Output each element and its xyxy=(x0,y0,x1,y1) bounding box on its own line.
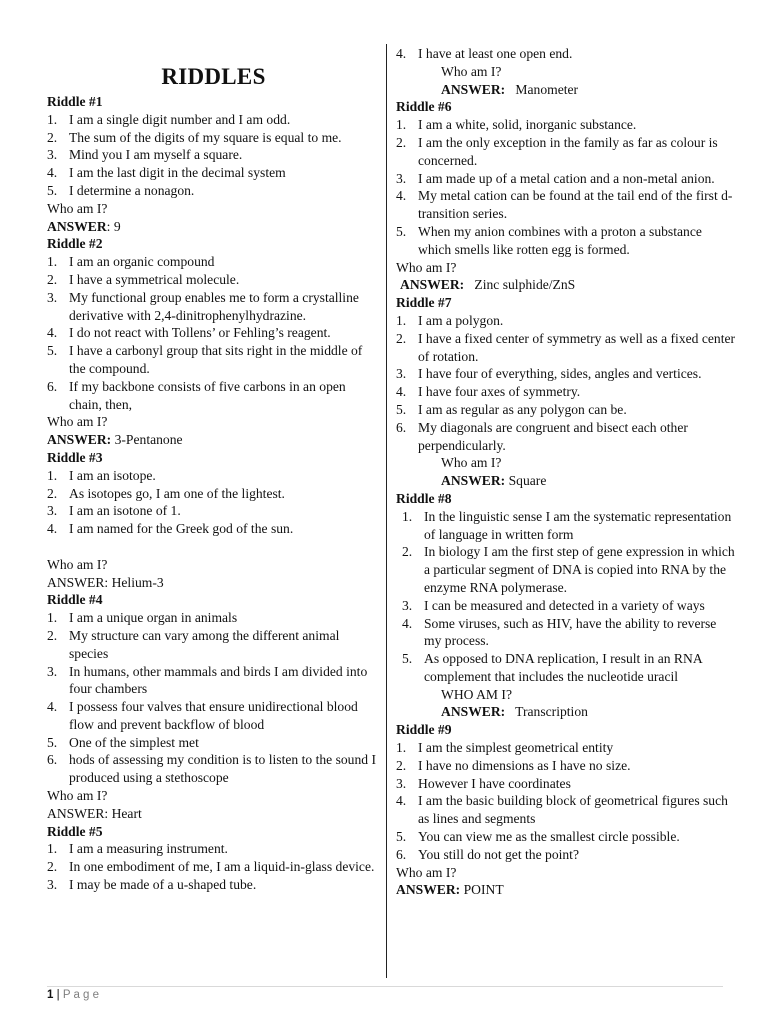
riddle-list xyxy=(396,508,736,686)
clue-text: I have four of everything, sides, angles and vertices. xyxy=(418,366,702,382)
answer-label: ANSWER: xyxy=(400,277,465,293)
riddle-clue xyxy=(47,271,380,289)
clue-text: I am a single digit number and I am odd. xyxy=(69,111,291,127)
riddle-clue xyxy=(396,312,736,330)
clue-text: You still do not get the point? xyxy=(418,846,579,862)
clue-number: 2. xyxy=(47,271,58,287)
riddle-section xyxy=(396,490,736,721)
answer-value: Heart xyxy=(111,805,142,821)
riddle-clue xyxy=(396,757,736,775)
riddle-clue xyxy=(47,467,380,485)
riddle-clue xyxy=(396,383,736,401)
riddle-clue xyxy=(47,342,380,378)
clue-text: Mind you I am myself a square. xyxy=(69,147,243,163)
who-am-i: Who am I? xyxy=(47,788,108,804)
clue-text: I have a fixed center of symmetry as well as a fixed center of rotation. xyxy=(418,330,736,364)
riddle-clue xyxy=(396,330,736,366)
column-divider xyxy=(386,44,387,978)
riddle-clue xyxy=(47,164,380,182)
riddle-clue xyxy=(396,187,736,223)
riddle-section xyxy=(47,449,380,591)
clue-number: 4. xyxy=(396,46,407,61)
riddle-heading: Riddle #6 xyxy=(396,99,452,115)
answer-label: ANSWER: xyxy=(441,81,506,97)
clue-text: I am the last digit in the decimal system xyxy=(69,165,286,181)
riddle-clue xyxy=(396,223,736,259)
clue-number: 6. xyxy=(47,378,58,394)
clue-number: 3. xyxy=(47,289,58,305)
clue-number: 3. xyxy=(396,775,407,791)
clue-text: You can view me as the smallest circle possible. xyxy=(418,829,680,845)
who-am-i: Who am I? xyxy=(47,414,108,430)
riddle-clue xyxy=(396,828,736,846)
clue-number: 5. xyxy=(47,734,58,750)
clue-text: In humans, other mammals and birds I am divided into four chambers xyxy=(69,663,368,697)
riddle-clue xyxy=(47,520,380,538)
riddle-clue xyxy=(396,170,736,188)
clue-text: As opposed to DNA replication, I result in an RNA complement that includes the nucleotide uracil xyxy=(424,651,702,684)
clue-text: I am an isotope. xyxy=(69,467,156,483)
clue-number: 2. xyxy=(396,757,407,773)
riddle-list xyxy=(47,467,380,538)
answer-line xyxy=(47,218,380,236)
riddle-clue xyxy=(47,609,380,627)
clue-number: 1. xyxy=(402,508,413,524)
clue-number: 3. xyxy=(402,597,413,613)
clue-number: 1. xyxy=(396,117,407,133)
answer-line xyxy=(47,431,380,449)
clue-text: In the linguistic sense I am the systematic representation of language in written form xyxy=(424,508,732,542)
riddle-clue xyxy=(47,627,380,663)
riddle-clue xyxy=(47,734,380,752)
answer-value: Helium-3 xyxy=(111,574,164,590)
clue-number: 1. xyxy=(47,254,58,270)
clue-number: 6. xyxy=(396,846,407,862)
clue-number: 1. xyxy=(47,467,58,483)
riddle-list xyxy=(396,45,736,63)
answer-label: ANSWER: xyxy=(441,704,506,720)
clue-number: 4. xyxy=(396,384,407,400)
clue-number: 4. xyxy=(47,165,58,181)
riddle-section xyxy=(47,823,380,894)
answer-line xyxy=(396,81,736,99)
riddle-clue xyxy=(402,615,736,651)
riddle-list xyxy=(396,739,736,864)
answer-line xyxy=(396,472,736,490)
riddle-clue xyxy=(47,663,380,699)
riddle-clue xyxy=(47,111,380,129)
clue-text: hods of assessing my condition is to listen to the sound I produced using a stethoscope xyxy=(69,752,376,786)
answer-value: Manometer xyxy=(515,81,579,97)
clue-text: I am the simplest geometrical entity xyxy=(418,740,614,756)
clue-text: I am the only exception in the family as far as colour is concerned. xyxy=(418,134,718,168)
clue-text: I am an isotone of 1. xyxy=(69,503,181,519)
answer-label: ANSWER: xyxy=(47,574,109,590)
footer-separator: | xyxy=(56,989,60,1001)
clue-number: 3. xyxy=(47,503,58,519)
clue-number: 5. xyxy=(396,401,407,417)
clue-number: 5. xyxy=(396,829,407,845)
riddle-clue xyxy=(402,508,736,544)
riddle-clue xyxy=(47,378,380,414)
clue-text: I am made up of a metal cation and a non-metal anion. xyxy=(418,170,715,186)
clue-number: 5. xyxy=(47,182,58,198)
clue-text: My functional group enables me to form a crystalline derivative with 2,4-dinitrophenylhydrazine. xyxy=(69,289,359,323)
riddle-section xyxy=(396,721,736,899)
clue-number: 5. xyxy=(402,651,413,667)
clue-text: I am a measuring instrument. xyxy=(69,841,228,857)
clue-number: 2. xyxy=(396,134,407,150)
clue-number: 6. xyxy=(47,752,58,768)
riddle-list xyxy=(47,253,380,413)
clue-number: 2. xyxy=(396,330,407,346)
clue-text: I have no dimensions as I have no size. xyxy=(418,757,631,773)
clue-text: I do not react with Tollens’ or Fehling’s reagent. xyxy=(69,325,331,341)
riddle-section xyxy=(396,294,736,490)
page-label: P a g e xyxy=(62,989,100,1001)
left-column xyxy=(47,93,380,894)
clue-text: I have a symmetrical molecule. xyxy=(69,271,240,287)
clue-text: I may be made of a u-shaped tube. xyxy=(69,877,257,893)
clue-number: 3. xyxy=(47,663,58,679)
answer-value: POINT xyxy=(463,882,504,898)
clue-number: 4. xyxy=(396,793,407,809)
clue-text: My structure can vary among the different animal species xyxy=(69,627,340,661)
riddle-clue xyxy=(396,45,736,63)
answer-label: ANSWER: xyxy=(47,432,112,448)
riddle-clue xyxy=(47,289,380,325)
riddle-list xyxy=(47,111,380,200)
clue-number: 2. xyxy=(47,485,58,501)
answer-value: 3-Pentanone xyxy=(114,432,183,448)
riddle-heading: Riddle #1 xyxy=(47,94,103,109)
answer-label: ANSWER xyxy=(47,218,107,234)
clue-text: My metal cation can be found at the tail end of the first d-transition series. xyxy=(418,188,733,222)
clue-number: 2. xyxy=(402,544,413,560)
riddle-clue xyxy=(47,485,380,503)
riddle-clue xyxy=(47,146,380,164)
riddle-heading: Riddle #4 xyxy=(47,592,103,608)
clue-number: 1. xyxy=(396,312,407,328)
riddle-heading: Riddle #5 xyxy=(47,823,103,839)
clue-text: If my backbone consists of five carbons in an open chain, then, xyxy=(69,378,346,412)
riddle-section xyxy=(47,591,380,822)
riddle-clue xyxy=(47,253,380,271)
riddle-clue xyxy=(47,698,380,734)
page-footer xyxy=(47,986,723,1001)
clue-text: I can be measured and detected in a variety of ways xyxy=(424,597,705,613)
clue-number: 1. xyxy=(47,111,58,127)
who-am-i: WHO AM I? xyxy=(441,686,512,702)
riddle-clue xyxy=(47,502,380,520)
riddle-heading: Riddle #2 xyxy=(47,236,103,252)
clue-text: I have four axes of symmetry. xyxy=(418,384,581,400)
clue-number: 2. xyxy=(47,129,58,145)
riddle-clue xyxy=(396,775,736,793)
clue-text: In one embodiment of me, I am a liquid-in-glass device. xyxy=(69,859,375,875)
riddle-list xyxy=(47,840,380,893)
riddle-list xyxy=(396,116,736,258)
riddle-clue xyxy=(47,324,380,342)
riddle-clue xyxy=(396,419,736,455)
clue-number: 5. xyxy=(396,223,407,239)
riddle-clue xyxy=(47,182,380,200)
clue-number: 5. xyxy=(47,343,58,359)
riddle-heading: Riddle #9 xyxy=(396,722,452,738)
answer-value: Zinc sulphide/ZnS xyxy=(474,277,576,293)
riddle-list xyxy=(396,312,736,454)
who-am-i: Who am I? xyxy=(396,864,457,880)
clue-text: I am an organic compound xyxy=(69,254,215,270)
answer-line xyxy=(47,805,380,823)
clue-text: I possess four valves that ensure unidirectional blood flow and prevent backflow of blood xyxy=(69,699,358,732)
riddle-list xyxy=(47,609,380,787)
clue-number: 3. xyxy=(396,366,407,382)
clue-number: 4. xyxy=(47,521,58,537)
clue-number: 4. xyxy=(396,188,407,204)
clue-text: I have at least one open end. xyxy=(418,46,573,61)
riddle-heading: Riddle #7 xyxy=(396,295,452,311)
clue-number: 3. xyxy=(47,877,58,893)
answer-value: Transcription xyxy=(515,704,588,720)
riddle-clue xyxy=(396,365,736,383)
riddle-clue xyxy=(396,792,736,828)
answer-line xyxy=(47,574,380,592)
clue-text: The sum of the digits of my square is equal to me. xyxy=(69,129,342,145)
clue-text: In biology I am the first step of gene expression in which a particular segment of DNA is copied into RNA by the enzyme RNA polymerase. xyxy=(424,544,735,595)
who-am-i: Who am I? xyxy=(47,200,108,216)
clue-text: When my anion combines with a proton a substance which smells like rotten egg is formed. xyxy=(418,223,702,257)
clue-number: 4. xyxy=(47,699,58,715)
riddle-clue xyxy=(47,129,380,147)
clue-number: 3. xyxy=(47,147,58,163)
who-am-i: Who am I? xyxy=(441,63,502,79)
clue-text: I have a carbonyl group that sits right in the middle of the compound. xyxy=(69,343,363,376)
riddle-section xyxy=(47,235,380,449)
answer-separator: : xyxy=(106,218,114,234)
clue-text: I am as regular as any polygon can be. xyxy=(418,401,627,417)
riddle-clue xyxy=(402,597,736,615)
riddle-clue xyxy=(396,116,736,134)
clue-text: I am a white, solid, inorganic substance. xyxy=(418,117,637,133)
clue-text: I am the basic building block of geometrical figures such as lines and segments xyxy=(418,793,728,827)
riddle-5-continued xyxy=(396,45,736,98)
riddle-clue xyxy=(396,401,736,419)
riddle-clue xyxy=(402,650,736,686)
riddle-heading: Riddle #8 xyxy=(396,490,452,506)
clue-number: 6. xyxy=(396,419,407,435)
answer-label: ANSWER: xyxy=(396,882,461,898)
page-number: 1 xyxy=(47,989,54,1001)
riddle-clue xyxy=(396,739,736,757)
clue-text: My diagonals are congruent and bisect each other perpendicularly. xyxy=(418,419,688,453)
riddle-heading: Riddle #3 xyxy=(47,449,103,465)
clue-text: However I have coordinates xyxy=(418,775,571,791)
riddle-section xyxy=(47,93,380,235)
clue-text: I am a unique organ in animals xyxy=(69,610,238,626)
clue-number: 3. xyxy=(396,170,407,186)
right-column xyxy=(396,45,736,899)
riddle-clue xyxy=(47,751,380,787)
answer-label: ANSWER: xyxy=(441,473,506,489)
who-am-i: Who am I? xyxy=(47,556,108,572)
clue-text: I determine a nonagon. xyxy=(69,182,195,198)
clue-text: I am a polygon. xyxy=(418,312,504,328)
clue-number: 1. xyxy=(396,740,407,756)
riddle-clue xyxy=(396,134,736,170)
spacer xyxy=(47,538,380,556)
riddle-section xyxy=(396,98,736,294)
clue-number: 1. xyxy=(47,610,58,626)
riddle-clue xyxy=(47,858,380,876)
answer-value: Square xyxy=(508,473,547,489)
who-am-i: Who am I? xyxy=(441,455,502,471)
riddle-clue xyxy=(47,840,380,858)
answer-label: ANSWER: xyxy=(47,805,109,821)
clue-text: One of the simplest met xyxy=(69,734,199,750)
page-title: RIDDLES xyxy=(161,64,266,89)
answer-line xyxy=(396,276,736,294)
clue-number: 1. xyxy=(47,841,58,857)
riddle-clue xyxy=(47,876,380,894)
clue-text: Some viruses, such as HIV, have the ability to reverse my process. xyxy=(424,615,717,649)
clue-number: 4. xyxy=(47,325,58,341)
answer-value: 9 xyxy=(113,218,121,234)
answer-line xyxy=(396,881,736,899)
who-am-i: Who am I? xyxy=(396,259,457,275)
clue-text: As isotopes go, I am one of the lightest. xyxy=(69,485,285,501)
riddle-clue xyxy=(396,846,736,864)
clue-text: I am named for the Greek god of the sun. xyxy=(69,521,294,537)
answer-line xyxy=(396,703,736,721)
clue-number: 2. xyxy=(47,859,58,875)
clue-number: 2. xyxy=(47,627,58,643)
riddle-clue xyxy=(402,543,736,596)
clue-number: 4. xyxy=(402,615,413,631)
